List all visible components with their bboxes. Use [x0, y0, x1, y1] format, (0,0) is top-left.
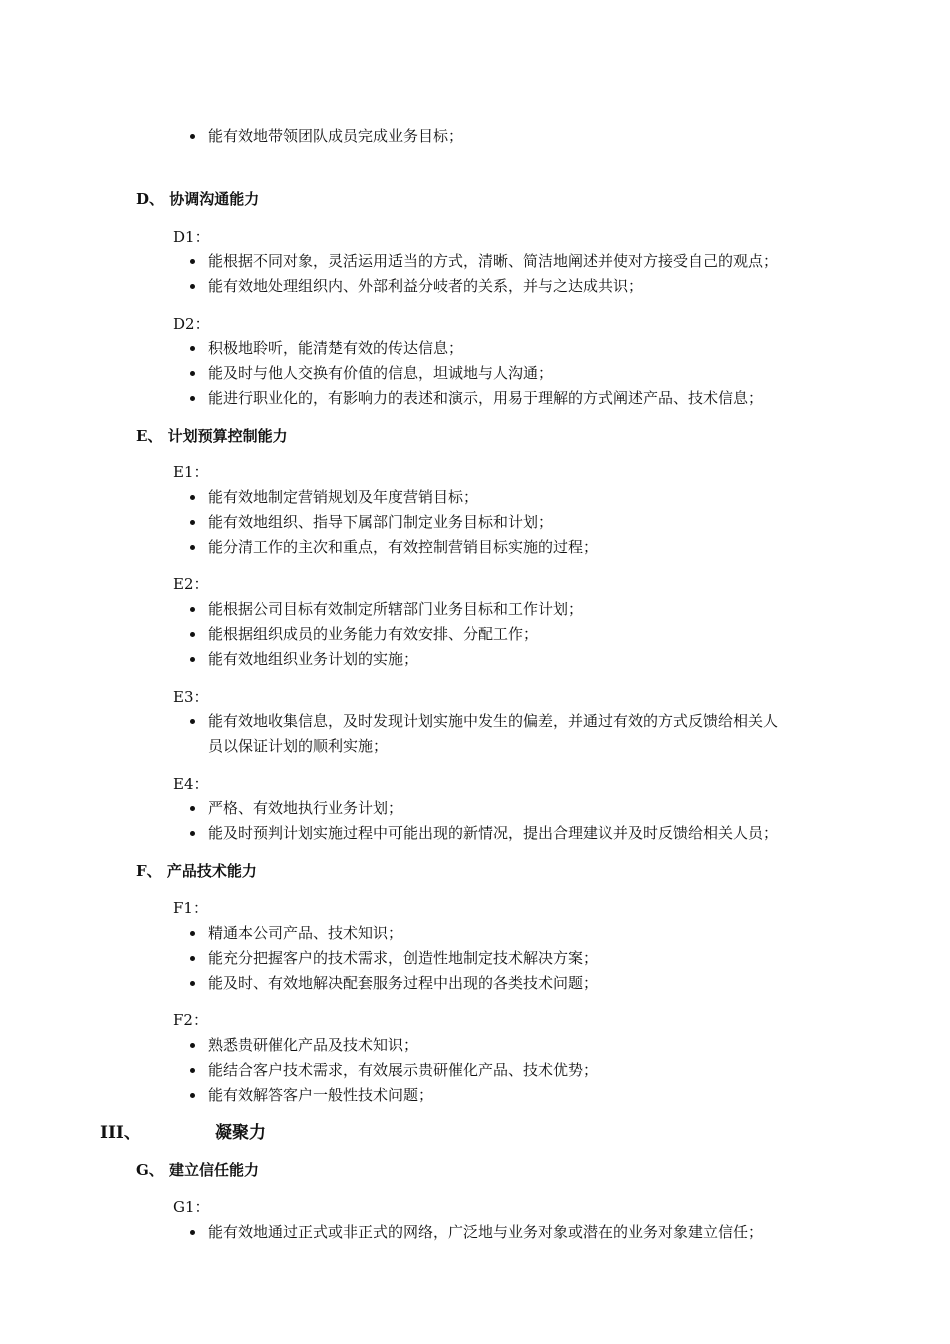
bullet-icon	[190, 831, 195, 836]
chapter-number: III、	[100, 1123, 141, 1143]
bullet-icon	[190, 607, 195, 612]
bullet-icon	[190, 545, 195, 550]
subsection-label-e3: E3：	[173, 688, 209, 706]
bullet-icon	[190, 259, 195, 264]
subsection-label-f2: F2：	[173, 1011, 208, 1029]
bullet-icon	[190, 632, 195, 637]
subsection-label-f1: F1：	[173, 899, 208, 917]
document-page: 能有效地带领团队成员完成业务目标； D、 协调沟通能力 D1： 能根据不同对象，灵活运用适当的方式，清晰、简洁地阐述并使对方接受自己的观点； 能有效地处理组织内、外部利益分岐者的关系，并与之达成共识； D2： 积极地聆听，能清楚有效的传达信息； 能及时与他人交换有价值的信息，坦诚地与人沟通； 能进行职业化的，有影响力的表述和演示，用易于理解的方式阐述产品、技术信息； E、 计划预算控制能力 E1： 能有效地制定营销规划及年度营销目标； 能有效地组织、指导下属部门制定业务目标和计划； 能分清工作的主次和重点，有效控制营销目标实施的过程； E2： 能根据公司目标有效制定所辖部门业务目标和工作计划； 能根据组织成员的业务能力有效安排、分配工作； 能有效地组织业务计划的实施； E3： 能有效地收集信息，及时发现计划实施中发生的偏差，并通过有效的方式反馈给相关人 员以保证计划的顺利实施； E4： 严格、有效地执行业务计划； 能及时预判计划实施过程中可能出现的新情况，提出合理建议并及时反馈给相关人员； F、 产品技术能力 F1： 精通本公司产品、技术知识； 能充分把握客户的技术需求，创造性地制定技术解决方案； 能及时、有效地解决配套服务过程中出现的各类技术问题； F2： 熟悉贵研催化产品及技术知识； 能结合客户技术需求，有效展示贵研催化产品、技术优势； 能有效解答客户一般性技术问题； III、 凝聚力 G、 建立信任能力 G1： 能有效地通过正式或非正式的网络，广泛地与业务对象或潜在的业务对象建立信任；	[100, 127, 779, 1241]
list-item-continuation: 员以保证计划的顺利实施；	[208, 737, 389, 755]
subsection-label-e2: E2：	[173, 575, 209, 593]
chapter-title: 凝聚力	[215, 1123, 266, 1143]
subsection-label-e4: E4：	[173, 775, 209, 793]
bullet-icon	[190, 371, 195, 376]
bullet-icon	[190, 134, 195, 139]
section-heading-f: F、 产品技术能力	[136, 862, 257, 880]
subsection-label-d1: D1：	[173, 228, 210, 246]
bullet-icon	[190, 1230, 195, 1235]
bullet-icon	[190, 956, 195, 961]
subsection-label-e1: E1：	[173, 463, 209, 481]
bullet-icon	[190, 1093, 195, 1098]
bullet-icon	[190, 1043, 195, 1048]
bullet-icon	[190, 396, 195, 401]
bullet-icon	[190, 1068, 195, 1073]
bullet-icon	[190, 981, 195, 986]
section-heading-e: E、 计划预算控制能力	[136, 427, 288, 445]
bullet-icon	[190, 520, 195, 525]
section-heading-g: G、 建立信任能力	[136, 1161, 260, 1179]
subsection-label-g1: G1：	[173, 1198, 210, 1216]
bullet-icon	[190, 495, 195, 500]
bullet-icon	[190, 657, 195, 662]
bullet-icon	[190, 346, 195, 351]
bullet-icon	[190, 719, 195, 724]
subsection-label-d2: D2：	[173, 315, 210, 333]
bullet-icon	[190, 931, 195, 936]
bullet-icon	[190, 284, 195, 289]
bullet-icon	[190, 806, 195, 811]
section-heading-d: D、 协调沟通能力	[136, 190, 260, 208]
